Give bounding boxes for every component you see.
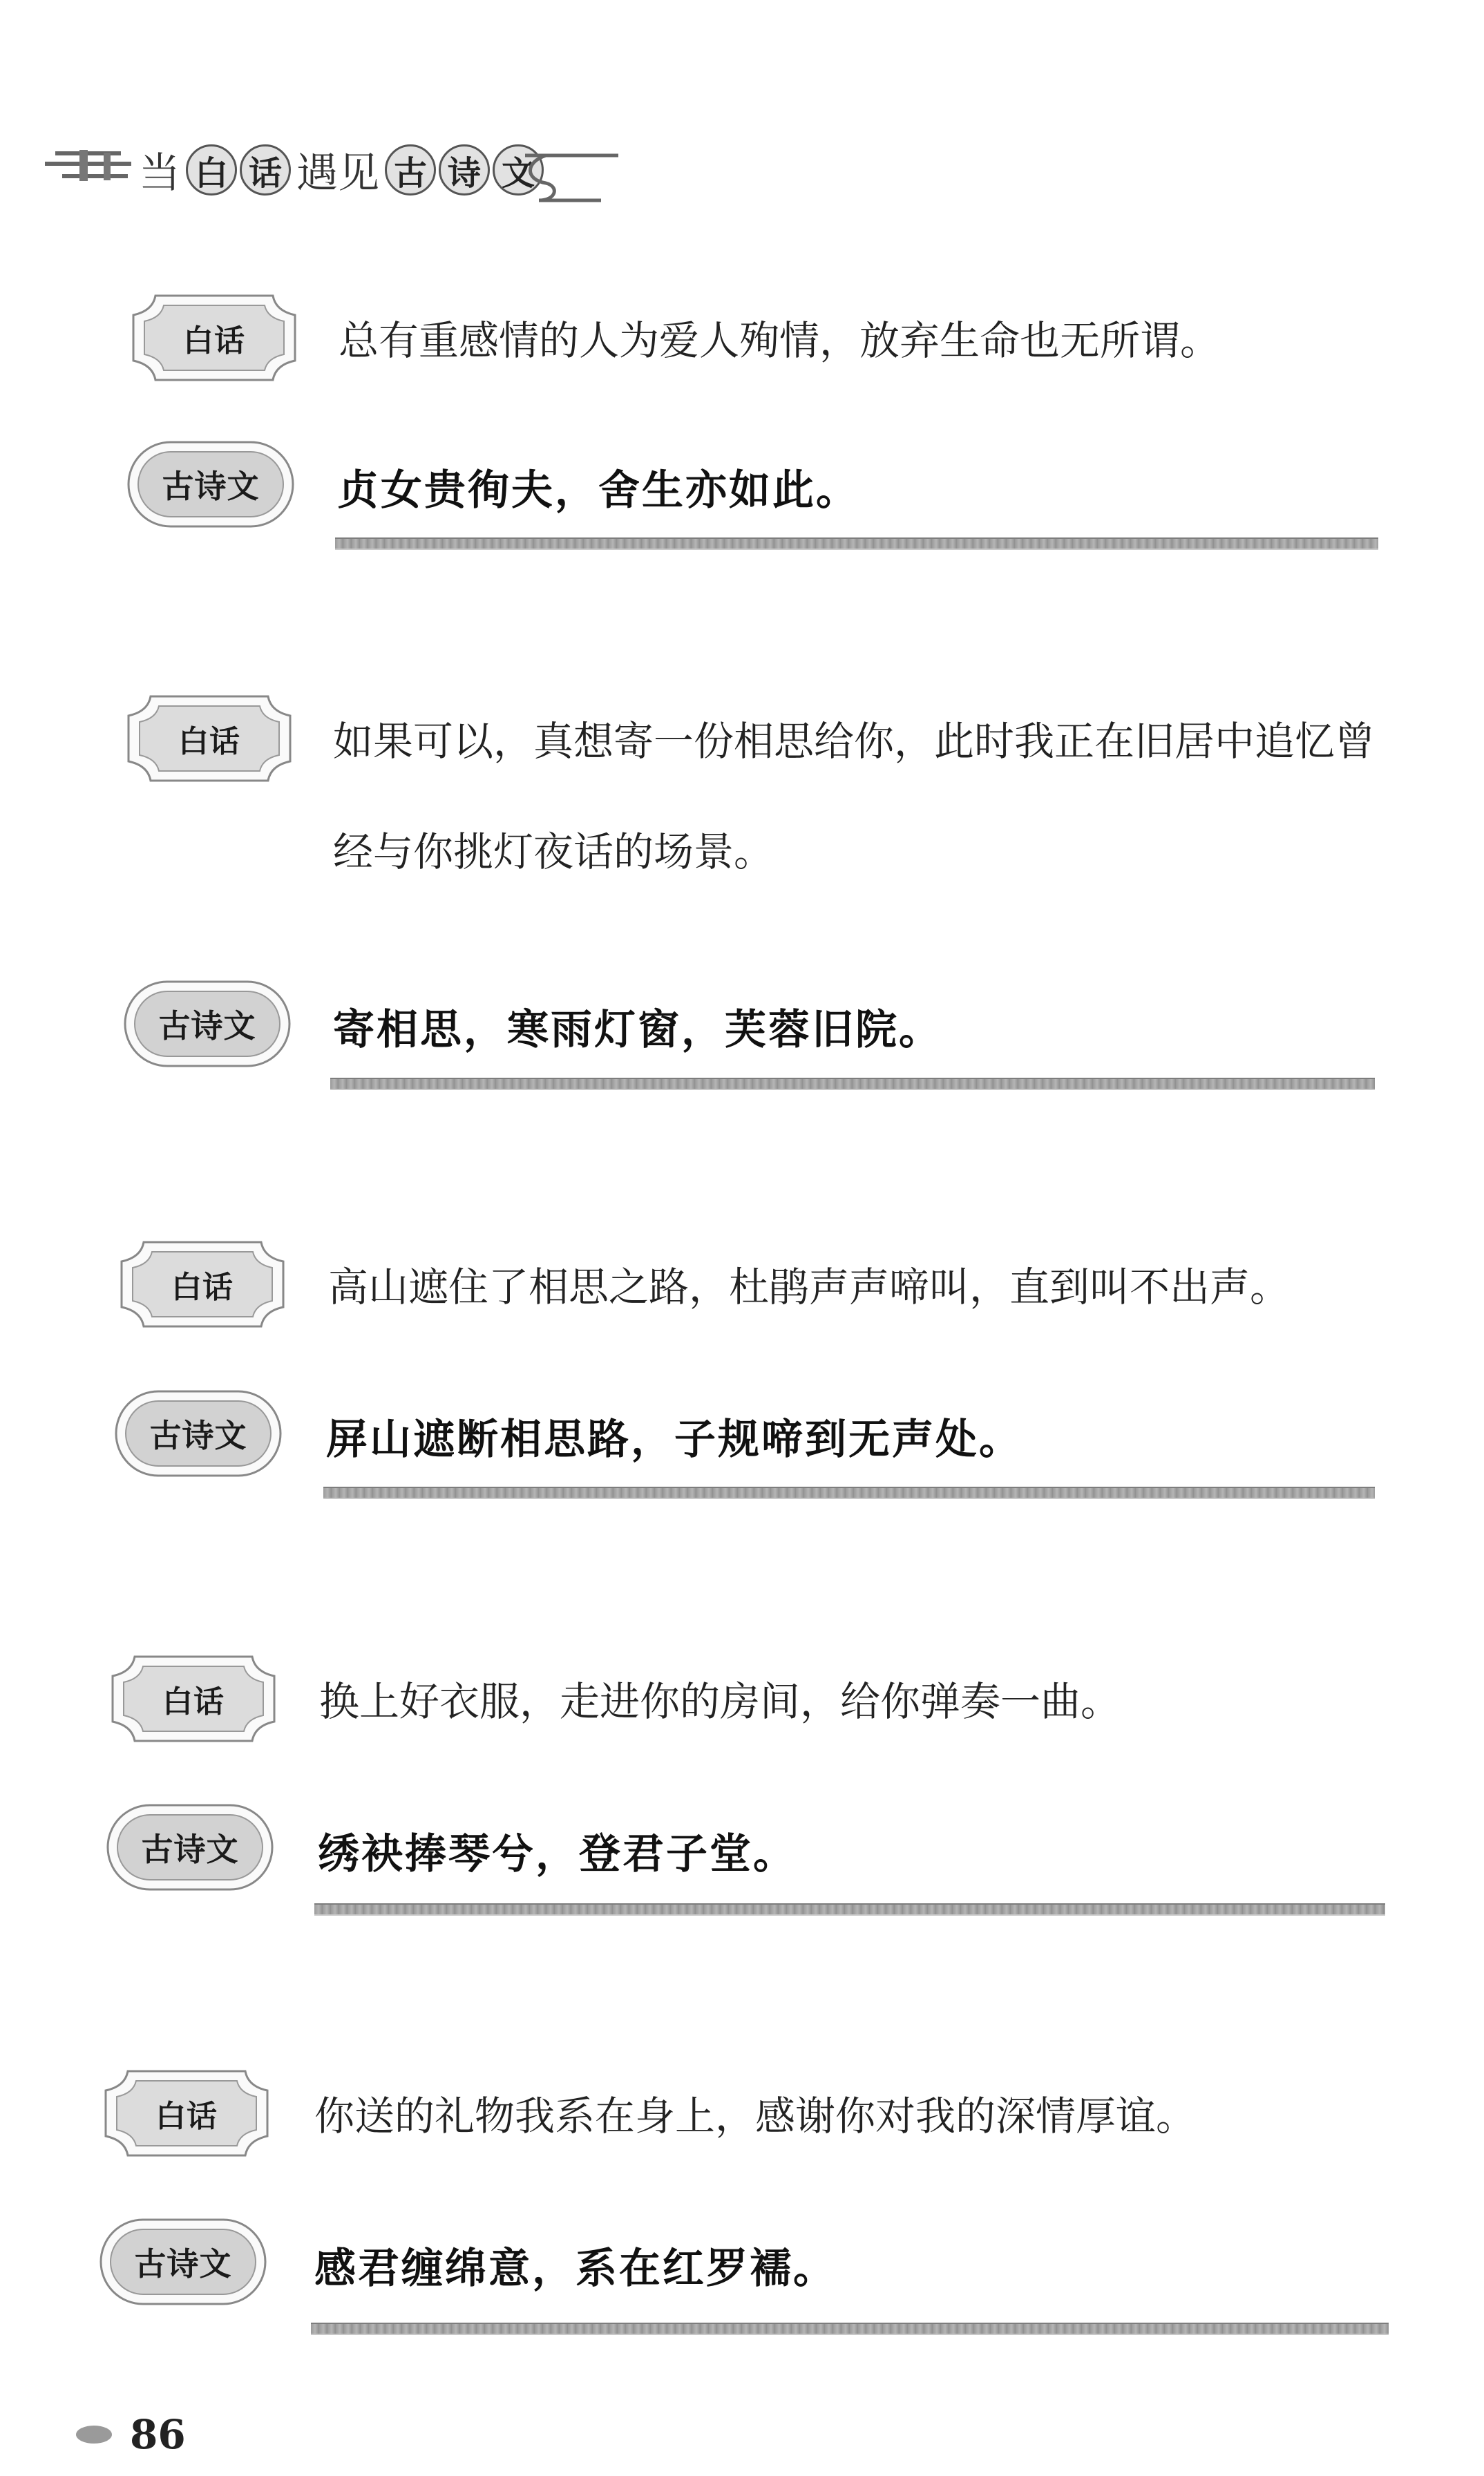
- footer-dot-icon: [76, 2426, 112, 2444]
- baihua-text: 总有重感情的人为爱人殉情，放弃生命也无所谓。: [339, 317, 1221, 364]
- book-title: [135, 140, 545, 200]
- gushiwen-text: 感君缠绵意，系在红罗襦。: [314, 2245, 837, 2293]
- cloud-ornament-left-icon: [41, 143, 135, 191]
- baihua-label: 白话: [183, 323, 245, 359]
- title-char-circled: 文: [493, 144, 544, 196]
- baihua-text: 换上好衣服，走进你的房间，给你弹奏一曲。: [319, 1678, 1121, 1725]
- baihua-label: 白话: [162, 1684, 225, 1720]
- title-char-circled: 话: [240, 144, 291, 196]
- gushiwen-text: 贞女贵徇夫，舍生亦如此。: [337, 466, 859, 515]
- baihua-label: 白话: [155, 2099, 218, 2134]
- baihua-text: 如果可以，真想寄一份相思给你，此时我正在旧居中追忆曾经与你挑灯夜话的场景。: [333, 718, 1376, 875]
- baihua-label: 白话: [171, 1270, 234, 1305]
- divider-rule: [311, 2323, 1389, 2335]
- gushiwen-text: 屏山遮断相思路，子规啼到无声处。: [326, 1416, 1022, 1464]
- gushiwen-text: 绣袂捧琴兮，登君子堂。: [318, 1830, 797, 1878]
- gushiwen-badge: [112, 1386, 285, 1481]
- divider-rule: [314, 1903, 1385, 1916]
- baihua-badge: [107, 1651, 280, 1746]
- baihua-badge: [123, 691, 296, 786]
- page-footer: [76, 2411, 186, 2458]
- title-char-circled: 古: [385, 144, 436, 196]
- baihua-label: 白话: [178, 724, 240, 759]
- divider-rule: [323, 1487, 1375, 1499]
- title-char-circled: 诗: [439, 144, 490, 196]
- gushiwen-text: 寄相思，寒雨灯窗，芙蓉旧院。: [333, 1006, 942, 1054]
- gushiwen-label: 古诗文: [162, 468, 260, 505]
- baihua-text: 高山遮住了相思之路，杜鹃声声啼叫，直到叫不出声。: [328, 1264, 1291, 1311]
- title-char: 当: [139, 149, 180, 198]
- baihua-badge: [128, 290, 301, 385]
- page-number: 86: [130, 2411, 186, 2458]
- baihua-badge: [116, 1237, 289, 1332]
- baihua-text: 你送的礼物我系在身上，感谢你对我的深情厚谊。: [314, 2093, 1197, 2140]
- title-char: 遇见: [296, 149, 379, 198]
- title-char-circled: 白: [186, 144, 237, 196]
- baihua-badge: [100, 2066, 273, 2161]
- gushiwen-badge: [124, 437, 297, 532]
- divider-rule: [335, 537, 1378, 550]
- book-header: [41, 128, 608, 211]
- gushiwen-label: 古诗文: [149, 1417, 247, 1454]
- gushiwen-badge: [97, 2214, 269, 2310]
- gushiwen-badge: [104, 1800, 276, 1895]
- cloud-ornament-right-icon: [518, 149, 622, 204]
- gushiwen-label: 古诗文: [158, 1007, 256, 1045]
- gushiwen-label: 古诗文: [134, 2245, 232, 2283]
- gushiwen-badge: [121, 976, 294, 1072]
- divider-rule: [330, 1078, 1375, 1090]
- gushiwen-label: 古诗文: [141, 1831, 239, 1868]
